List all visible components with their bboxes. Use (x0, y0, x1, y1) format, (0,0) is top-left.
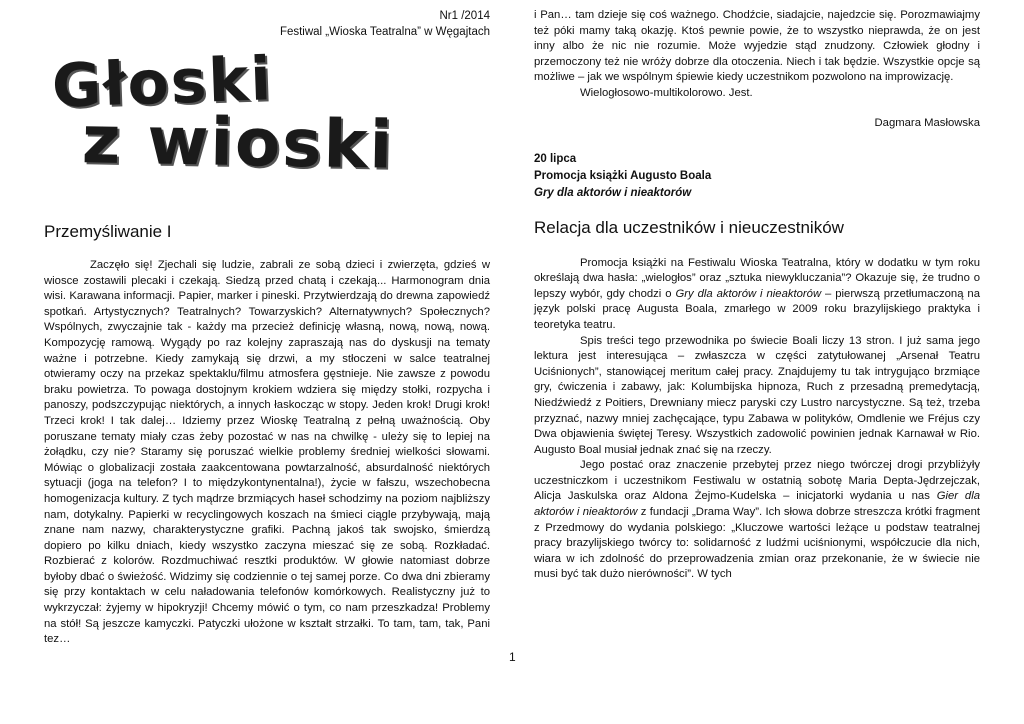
right-article-paragraph-2: Spis treści tego przewodnika po świecie Boali liczy 13 stron. I już sama jego lektura jest interesująca – zwłaszcza w części zatytułowanej „Arsenał Teatru Uciśnionych”, stanowiącej meritum całej pracy. Znajdujemy tu tak intrygująco brzmiące gry, ćwiczenia i zabawy, jak: Kolumbijska hipnoza, Ruch z przesadną premedytacją, Niedźwiedź z Poitiers, Drewniany miecz paryski czy Lustro narcystyczne. Są też, trzeba przyznać, nazwy mniej zachęcające, typu Zabawa w polityków, Omdlenie we Fréjus czy Dwa objawienia świętej Teresy. Wszystkich zadowolić powinien jednak Karnawał w Rio. Augusto Boal musiał jednak znać się na rzeczy. (534, 334, 980, 456)
logo-line1: Głoski (50, 44, 275, 122)
p1-text-a: Promocja książki na Festiwalu Wioska Teatralna, który w dodatku w tym roku określają dwa hasła: „wielogłos” oraz „sztuka niewykluczania”? Okazuje się, że trudno o lepszy wybór, gdy chodzi o (534, 256, 980, 300)
event-date: 20 lipca (534, 152, 577, 165)
issue-number: Nr1 /2014 (439, 10, 490, 22)
continuation-closing: Wielogłosowo-multikolorowo. Jest. (580, 86, 753, 99)
header-meta (44, 8, 490, 40)
event-book-title: Gry dla aktorów i nieaktorów (534, 186, 692, 199)
left-article-body: Zaczęło się! Zjechali się ludzie, zabrali ze sobą dzieci i zwierzęta, gdzieś w wiosce zostawili plecaki i czekają. Siedzą przed chatą i czekają... Harmonogram dnia wisi. Karawana informacji. Papier, marker i pineski. Przytwierdzają do drewna zapowiedź spotkań. Artystycznych? Teatralnych? Towarzyskich? Alternatywnych? Społecznych? Wspólnych, zwyczajnie tak - każdy ma przecież definicję własną, nową, nową, nową. Kompozycję ramową. Wygądy po raz kolejny zapraszają nas do dyskusji na tematy ważne i potrzebne. Kiedy zamykają się drzwi, a my stłoczeni w salce teatralnej otwieramy oczy na przekaz spektaklu/filmu atmosfera gęstnieje. Nie zawsze z powodu braku powietrza. To powaga dostojnym krokiem wdziera się między stołki, rozpycha i panoszy, podszczypując niektórych, a innych łaskocząc w stopy. Jeden krok! Drugi krok! Trzeci krok! I tak dalej… Idziemy przez Wioskę Teatralną z pełną uważnością. Oby poruszane tematy miały czas żeby pozostać w nas na chwilkę - uleży się to lepiej na żołądku, czy nie? Staramy się poruszać wielkie problemy średniej wielkości słowami. Mówiąc o globalizacji została zaakcentowana powtarzalność, absurdalność niektórych sytuacji (joga na telefon? I to międzykontynentalna!), życie w fałszu, wszechobecna homogenizacja kultury. Z tych mądrze brzmiących haseł schodzimy na poziom najbliższy nam, dotykalny. Papierki w recyclingowych koszach na śmieci ciągle przybywają, mają znane nam nazwy, charakterystyczne grafiki. Pachną jakoś tak swojsko, śmierdzą dopiero po kilku dniach, kiedy wszystko zaczyna mieszać się ze sobą. Rozkładać. Rozbierać z kolorów. Rozdmuchiwać resztki produktów. W głowie natomiast dobrze byłoby dbać o świeżość. Widzimy się codziennie o tej samej porze. Co dwa dni zbieramy się przy kontaktach w celu naładowania telefonów komórkowych. Realistyczny już to wykrzyczał: żyjemy w hipokryzji! Chcemy mówić o tym, co nam przeszkadza! Problemy na stół! Są jeszcze kamyczki. Patyczki ułożone w kształt strzałki. To tam, tam, tak, Pani tez… (44, 259, 490, 646)
logo-line2: z wioski (81, 101, 395, 184)
logo (44, 44, 490, 184)
right-article-paragraph-3 (534, 458, 980, 583)
event-title: Promocja książki Augusto Boala (534, 169, 712, 182)
left-article-title: Przemyśliwanie I (44, 222, 172, 241)
right-column (534, 8, 980, 583)
p1-text-b: – pierwszą przetłumaczoną na język polski pracę Augusta Boala, zmarłego w 2009 roku brazylijskiego praktyka i teoretyka teatru. (534, 287, 980, 331)
page-number: 1 (509, 650, 516, 664)
left-column (44, 8, 490, 648)
right-article-paragraph-1 (534, 256, 980, 334)
festival-name: Festiwal „Wioska Teatralna” w Węgajtach (279, 26, 490, 38)
continuation-text: i Pan… tam dzieje się coś ważnego. Chodźcie, siadajcie, najedzcie się. Porozmawiajmy też póki mamy taką okazję. Ktoś pewnie powie, że to wszystko nieprawda, że on jest inny albo że nic nie rozumie. Może wyjedzie stąd znudzony. Człowiek głodny i przemoczony też nie wróży dobrze dla otoczenia. Niech i tak będzie. Wszystkie opcje są możliwe – jak we wspólnym śpiewie kiedy uczestnikom pozwolono na improwizację. (534, 9, 980, 84)
p3-text-b: z fundacji „Drama Way”. Ich słowa dobrze streszcza krótki fragment z Przedmowy do wydania polskiego: „Kluczowe wartości leżące u podstaw teatralnej pracy brazylijskiego twórcy to: solidarność z ludźmi uciśnionymi, współczucie dla nich, wiara w ich zdolność do przeprowadzenia zmian oraz przekonanie, że w świecie nie musi być tak dużo nierówności”. W tych (534, 506, 980, 581)
p3-text-a: Jego postać oraz znaczenie przebytej przez niego twórczej drogi przybliżyły uczestniczkom i uczestnikom Festiwalu w ostatnią sobotę Maria Depta-Jędrzejczak, Alicja Jaskulska oraz Aldona Żejmo-Kudelska – inicjatorki wydania u nas (534, 459, 980, 503)
right-article-title: Relacja dla uczestników i nieuczestników (534, 217, 844, 237)
author-signature: Dagmara Masłowska (874, 116, 980, 129)
p1-book-title: Gry dla aktorów i nieaktorów (675, 287, 822, 300)
p3-book-title: Gier dla aktorów i nieaktorów (534, 490, 980, 519)
